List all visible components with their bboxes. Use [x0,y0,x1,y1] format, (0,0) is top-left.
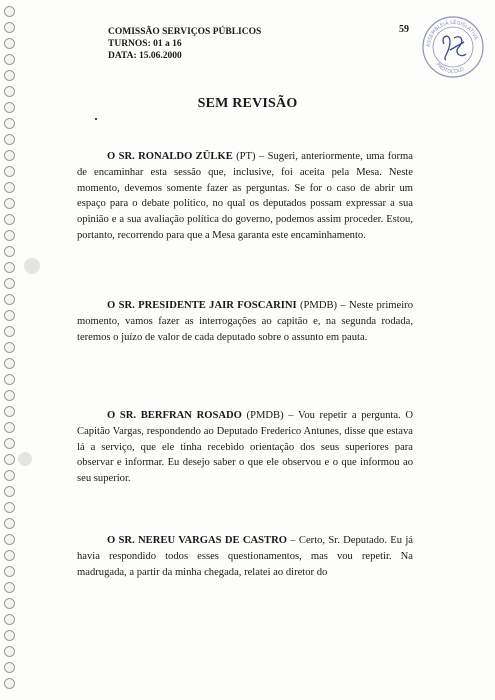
binder-hole [4,630,15,641]
speech-paragraph [77,533,413,580]
svg-text:ASSEMBLEIA LEGISLATIVA: ASSEMBLEIA LEGISLATIVA [425,19,479,48]
binder-hole [4,278,15,289]
binder-hole [4,6,15,17]
stray-mark [95,118,97,120]
date-line: DATA: 15.06.2000 [108,51,182,61]
binder-hole [4,374,15,385]
document-header [108,26,261,62]
binder-hole [4,294,15,305]
binder-hole [4,614,15,625]
binder-hole [4,22,15,33]
paper-smudge [24,258,40,274]
binder-hole [4,182,15,193]
binder-hole [4,358,15,369]
binder-hole [4,326,15,337]
speaker-name: O SR. PRESIDENTE JAIR FOSCARINI [107,300,297,311]
binder-hole [4,246,15,257]
speaker-name: O SR. RONALDO ZÜLKE [107,151,233,162]
committee-name: COMISSÃO SERVIÇOS PÚBLICOS [108,27,262,37]
binder-hole [4,582,15,593]
binder-hole [4,406,15,417]
binder-hole [4,230,15,241]
binder-hole [4,390,15,401]
binder-hole [4,38,15,49]
speech-text: – Certo, Sr. Deputado. Eu já havia respondido todos esses questionamentos, mas vou repetir. Na madrugada, a partir da minha chegada, relatei ao diretor do [77,535,413,578]
binder-hole [4,534,15,545]
paper-smudge [18,452,32,466]
page-number: 59 [399,24,409,35]
binder-hole [4,422,15,433]
binder-hole [4,342,15,353]
binder-hole [4,502,15,513]
binder-hole [4,54,15,65]
speech-text: (PT) – Sugeri, anteriormente, uma forma de encaminhar esta sessão que, inclusive, foi aceita pela Mesa. Neste momento, devemos somente fazer as perguntas. Se for o caso de abrir um espaço para o debate político, no qual os deputados possam expressar a sua opinião e a sua avaliação política do governo, podemos assim proceder. Estou, portanto, recorrendo para que a Mesa garanta este encaminhamento. [77,151,413,241]
binder-hole [4,454,15,465]
binder-hole [4,134,15,145]
binder-hole [4,662,15,673]
binder-hole [4,198,15,209]
binder-hole [4,70,15,81]
binder-hole [4,470,15,481]
binder-hole [4,166,15,177]
speech-text: (PMDB) – Neste primeiro momento, vamos fazer as interrogações ao capitão e, na segunda rodada, teremos o juízo de valor de cada deputado sobre o assunto em pauta. [77,300,413,343]
speech-text: (PMDB) – Vou repetir a pergunta. O Capitão Vargas, respondendo ao Deputado Frederico Antunes, disse que estava lá a serviço, que ele tinha recebido orientação dos seus superiores para observar e informar. Eu desejo saber o que ele observou e o que informou ao seu superior. [77,410,414,485]
speech-paragraph [77,408,413,487]
binder-hole [4,262,15,273]
binder-hole [4,150,15,161]
binder-hole [4,550,15,561]
speaker-name: O SR. BERFRAN ROSADO [107,410,242,421]
binder-hole [4,310,15,321]
binder-hole [4,566,15,577]
svg-text:PROTOCOLO: PROTOCOLO [434,61,466,76]
speech-paragraph [77,298,413,345]
speaker-name: O SR. NEREU VARGAS DE CASTRO [107,535,288,546]
binder-hole [4,518,15,529]
binder-hole [4,438,15,449]
binder-hole [4,598,15,609]
binder-hole [4,646,15,657]
speech-paragraph [77,149,413,244]
binder-hole [4,214,15,225]
binder-hole [4,678,15,689]
protocol-stamp-icon [420,14,486,80]
page-title: SEM REVISÃO [197,96,298,111]
shifts-line: TURNOS: 01 a 16 [108,39,182,49]
binder-hole [4,118,15,129]
binder-hole [4,486,15,497]
